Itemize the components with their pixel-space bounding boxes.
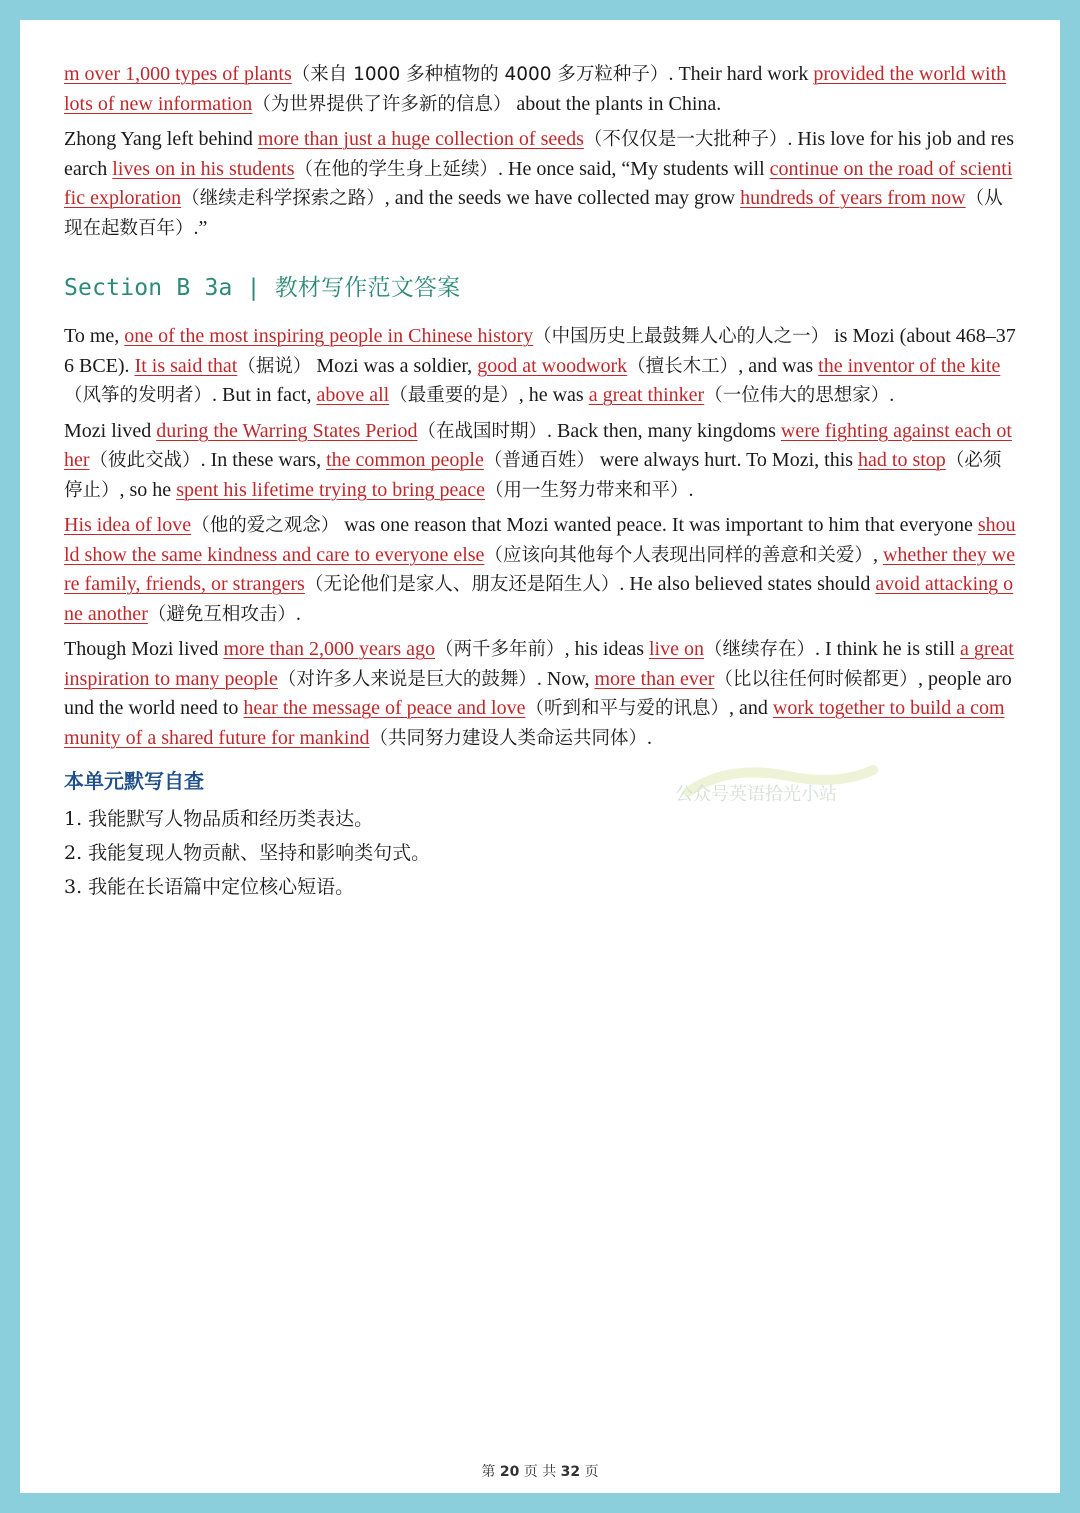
paragraph (64, 125, 1016, 243)
body-text: . In these wars, (200, 449, 327, 471)
body-text: Mozi lived (64, 419, 157, 442)
body-text: , so he (119, 478, 177, 501)
answer-phrase: lives on in his students (112, 157, 295, 180)
paragraph (64, 511, 1016, 629)
body-text: . (646, 726, 652, 749)
paragraph (64, 322, 1016, 411)
answer-phrase: whether they were family, friends, or strangers (64, 543, 1016, 595)
body-text: Zhong Yang left behind (64, 128, 258, 150)
body-text: . (889, 384, 895, 406)
footer-middle: 页 共 (523, 1464, 557, 1480)
chinese-gloss: （在战国时期） (417, 420, 548, 442)
body-text: . Back then, many kingdoms (547, 419, 781, 442)
document-page (20, 20, 1060, 1493)
chinese-gloss: （用一生努力带来和平） (485, 479, 689, 501)
body-text: is Mozi (about 468–376 BCE). (64, 325, 1016, 377)
chinese-gloss: （无论他们是家人、朋友还是陌生人） (304, 574, 620, 595)
chinese-gloss: （继续走科学探索之路） (181, 188, 385, 209)
chinese-gloss: （擅长木工） (627, 355, 739, 377)
body-text: , he was (518, 384, 589, 406)
answer-phrase: had to stop (858, 449, 946, 471)
answer-phrase: It is said that (134, 354, 238, 377)
self-check-heading: 本单元默写自查 (64, 769, 204, 793)
body-text: . He also believed states should (619, 573, 876, 595)
answer-phrase: a great thinker (588, 384, 705, 406)
paragraph (64, 417, 1016, 506)
answer-phrase: more than 2,000 years ago (223, 638, 436, 660)
answer-phrase: more than just a huge collection of seeds (257, 128, 584, 150)
chinese-gloss: （两千多年前） (435, 639, 565, 660)
chinese-gloss: （在他的学生身上延续） (294, 158, 499, 180)
chinese-gloss: （应该向其他每个人表现出同样的善意和关爱） (484, 544, 873, 566)
body-text: Mozi was a soldier, (311, 354, 478, 377)
chinese-gloss: （来自 1000 多种植物的 4000 多万粒种子） (291, 64, 669, 85)
answer-phrase: should show the same kindness and care to everyone else (64, 514, 1016, 566)
footer-total-pages: 32 (560, 1464, 581, 1480)
section-heading: Section B 3a | 教材写作范文答案 (64, 275, 461, 301)
body-text: . Now, (536, 667, 595, 690)
paragraph (64, 635, 1016, 753)
body-text: , and the seeds we have collected may grow (384, 187, 741, 209)
body-text: . His love for his job and research (64, 128, 1015, 180)
body-text: . He once said, “My students will (498, 157, 770, 180)
model-essay (64, 322, 1016, 753)
footer-current-page: 20 (499, 1464, 520, 1480)
chinese-gloss: （从现在起数百年） (64, 188, 1003, 239)
chinese-gloss: （最重要的是） (389, 385, 519, 406)
self-check-item: 1. 我能默写人物品质和经历类表达。 (64, 808, 374, 830)
body-text: , people around the world need to (64, 667, 1012, 719)
answer-phrase: avoid attacking one another (64, 573, 1014, 625)
chinese-gloss: （据说） (237, 355, 312, 377)
chinese-gloss: （对许多人来说是巨大的鼓舞） (277, 668, 537, 690)
answer-phrase: the inventor of the kite (818, 354, 1001, 377)
chinese-gloss: （他的爱之观念） (191, 515, 340, 536)
chinese-gloss: （一位伟大的思想家） (704, 385, 890, 406)
chinese-gloss: （继续存在） (704, 639, 816, 660)
body-text: about the plants in China. (511, 92, 722, 115)
body-text: , his ideas (564, 638, 649, 660)
chinese-gloss: （为世界提供了许多新的信息） (252, 93, 512, 115)
chinese-gloss: （不仅仅是一大批种子） (583, 129, 788, 150)
paragraph (64, 60, 1016, 119)
chinese-gloss: （共同努力建设人类命运共同体） (369, 727, 647, 749)
answer-phrase: good at woodwork (477, 354, 628, 377)
chinese-gloss: （风筝的发明者） (64, 385, 213, 406)
self-check-item: 3. 我能在长语篇中定位核心短语。 (64, 876, 355, 898)
body-text: . Their hard work (668, 63, 814, 85)
body-text: .” (193, 216, 208, 239)
chinese-gloss: （比以往任何时候都更） (714, 668, 918, 690)
answer-phrase: provided the world with lots of new information (64, 63, 1007, 115)
body-text: . (295, 602, 301, 625)
answer-phrase: the common people (326, 449, 484, 471)
intro-section (64, 60, 1016, 243)
body-text: Though Mozi lived (64, 638, 224, 660)
body-text: To me, (64, 325, 125, 347)
page-footer (20, 1461, 1060, 1481)
body-text: . But in fact, (212, 384, 317, 406)
body-text: was one reason that Mozi wanted peace. It was important to him that everyone (339, 514, 978, 536)
answer-phrase: continue on the road of scientific exploration (64, 157, 1013, 209)
answer-phrase: live on (649, 638, 704, 660)
chinese-gloss: （普通百姓） (483, 450, 595, 471)
body-text: were always hurt. To Mozi, this (594, 449, 859, 471)
chinese-gloss: （避免互相攻击） (147, 603, 296, 625)
answer-phrase: were fighting against each other (64, 419, 1012, 471)
body-text: . (688, 478, 694, 501)
answer-phrase: His idea of love (64, 514, 192, 536)
body-text: , and (729, 697, 773, 719)
footer-suffix: 页 (584, 1464, 599, 1480)
self-check-item: 2. 我能复现人物贡献、坚持和影响类句式。 (64, 842, 431, 864)
answer-phrase: m over 1,000 types of plants (64, 63, 292, 85)
answer-phrase: one of the most inspiring people in Chinese history (124, 325, 534, 347)
answer-phrase: a great inspiration to many people (64, 638, 1014, 690)
body-text: , (872, 543, 883, 566)
answer-phrase: hundreds of years from now (740, 187, 966, 209)
answer-phrase: during the Warring States Period (156, 419, 418, 442)
chinese-gloss: （听到和平与爱的讯息） (525, 698, 730, 719)
chinese-gloss: （必须停止） (64, 450, 1002, 501)
answer-phrase: work together to build a community of a shared future for mankind (64, 697, 1005, 749)
answer-phrase: above all (316, 384, 390, 406)
watermark-text: 公众号英语拾光小站 (675, 784, 837, 805)
answer-phrase: spent his lifetime trying to bring peace (176, 478, 485, 501)
answer-phrase: more than ever (594, 667, 715, 690)
answer-phrase: hear the message of peace and love (243, 697, 526, 719)
body-text: , and was (738, 354, 819, 377)
chinese-gloss: （彼此交战） (89, 450, 201, 471)
footer-prefix: 第 (481, 1464, 496, 1480)
chinese-gloss: （中国历史上最鼓舞人心的人之一） (533, 326, 830, 347)
body-text: . I think he is still (815, 638, 961, 660)
